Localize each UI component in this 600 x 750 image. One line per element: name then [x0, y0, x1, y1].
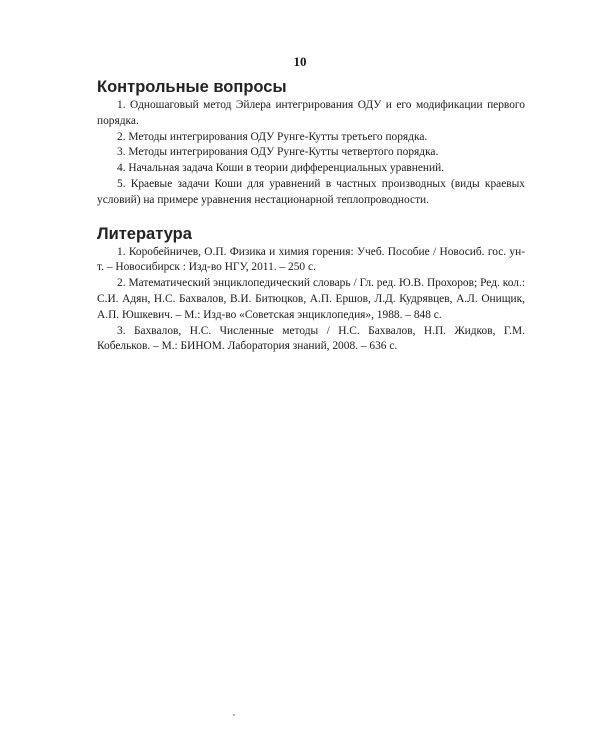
literature-heading: Литература — [97, 224, 192, 243]
scan-speck — [233, 714, 235, 716]
control-questions-heading: Контрольные вопросы — [97, 78, 287, 96]
literature-item: 2. Математический энциклопедический словарь / Гл. ред. Ю.В. Прохоров; Ред. кол.: С.И. Адян, Н.С. Бахвалов, В.И. Битюцков, А.П. Ершов, Л.Д. Кудрявцев, А.Л. Онищик, А.П. Юшкевич. – М.: Изд-во «Советская энциклопедия», 1988. – 848 с. — [97, 277, 525, 321]
question-item: 4. Начальная задача Коши в теории дифференциальных уравнений. — [117, 162, 445, 175]
question-item: 2. Методы интегрирования ОДУ Рунге-Кутты третьего порядка. — [117, 130, 428, 143]
literature-list — [97, 245, 525, 356]
control-questions-list — [97, 98, 525, 209]
page-content — [97, 76, 525, 355]
question-item: 5. Краевые задачи Коши для уравнений в частных производных (виды краевых условий) на примере уравнения нестационарной теплопроводности. — [97, 177, 525, 206]
literature-item: 3. Бахвалов, Н.С. Численные методы / Н.С. Бахвалов, Н.П. Жидков, Г.М. Кобельков. – М.: БИНОМ. Лаборатория знаний, 2008. – 636 с. — [97, 324, 525, 353]
page-number: 10 — [293, 54, 307, 69]
question-item: 3. Методы интегрирования ОДУ Рунге-Кутты четвертого порядка. — [117, 146, 439, 159]
literature-item: 1. Коробейничев, О.П. Физика и химия горения: Учеб. Пособие / Новосиб. гос. ун-т. – Новосибирск : Изд-во НГУ, 2011. – 250 с. — [97, 245, 525, 274]
question-item: 1. Одношаговый метод Эйлера интегрирования ОДУ и его модификации первого порядка. — [97, 99, 525, 127]
